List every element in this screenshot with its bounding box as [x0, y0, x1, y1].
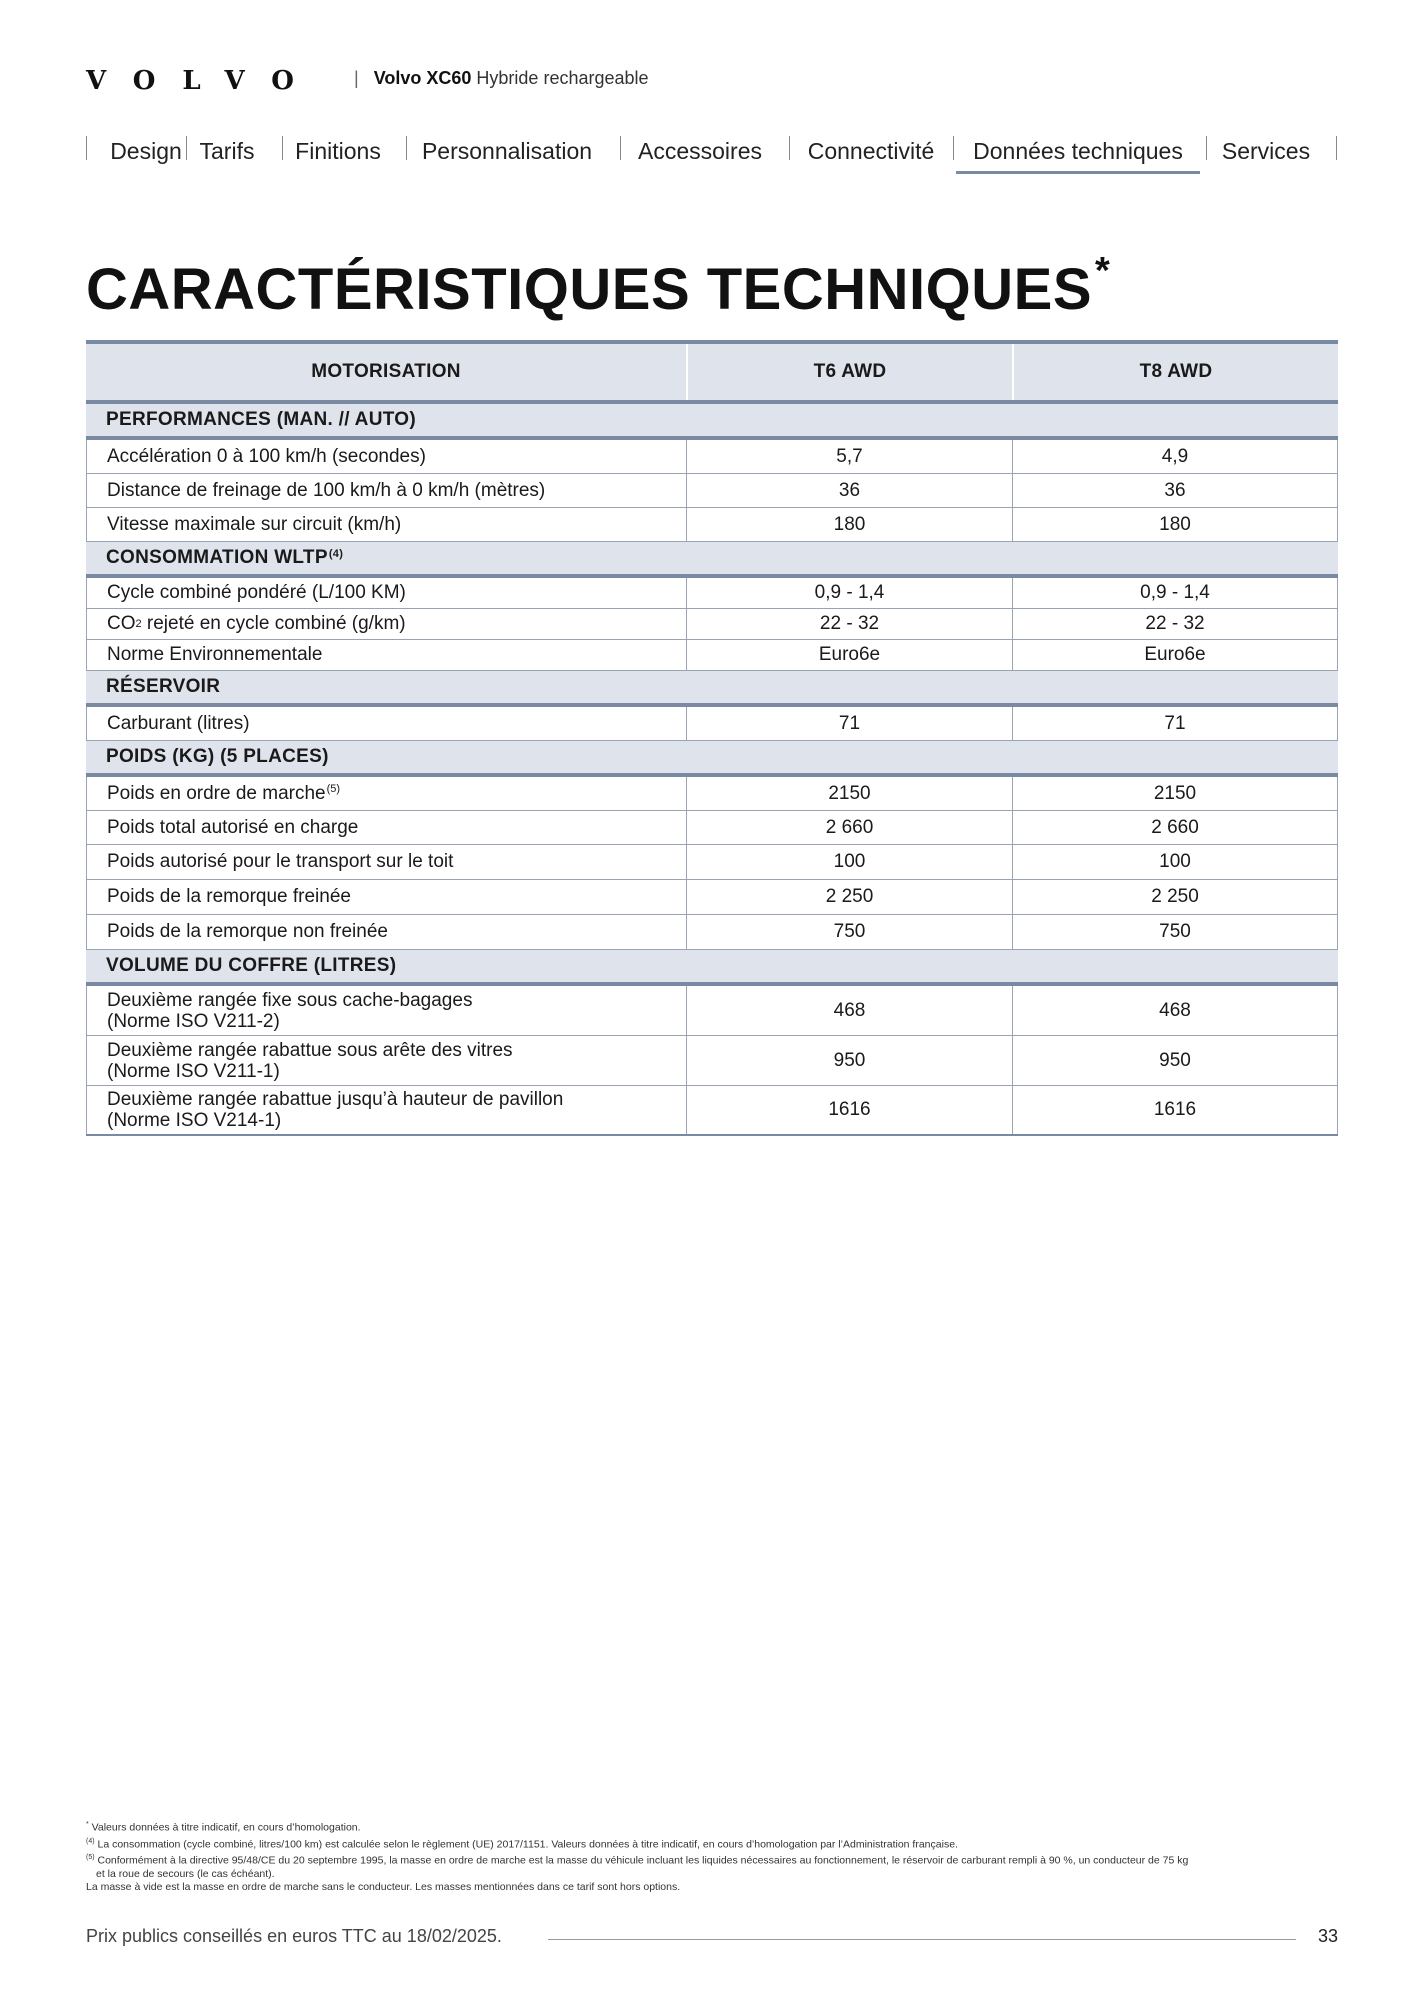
t8-value: 2 660 — [1012, 811, 1338, 844]
nav-item-tarifs[interactable]: Tarifs — [199, 138, 255, 164]
t6-value: 750 — [686, 915, 1012, 949]
table-row — [86, 1086, 1338, 1136]
row-label-norm: (Norme ISO V211-1) — [107, 1060, 280, 1082]
table-row — [86, 609, 1338, 640]
t8-value: 4,9 — [1012, 440, 1338, 473]
footnote-mass: La masse à vide est la masse en ordre de marche sans le conducteur. Les masses mentionnées dans ce tarif sont hors options. — [86, 1880, 681, 1893]
t8-value: 0,9 - 1,4 — [1012, 578, 1338, 608]
row-label: Poids de la remorque freinée — [86, 880, 686, 914]
specs-table — [86, 340, 1338, 1136]
nav-item-design[interactable]: Design — [110, 138, 182, 164]
t6-value: 2150 — [686, 777, 1012, 810]
table-row — [86, 640, 1338, 671]
document-header — [354, 68, 649, 89]
row-label-norm: (Norme ISO V214-1) — [107, 1110, 282, 1131]
table-row — [86, 707, 1338, 741]
section-header-reservoir — [86, 671, 1338, 707]
t6-value: 2 250 — [686, 880, 1012, 914]
model-name: Volvo XC60 — [373, 68, 472, 88]
footnote-5-text: Conformément à la directive 95/48/CE du 20 septembre 1995, la masse en ordre de marche est la masse du véhicule incluant les liquides nécessaires au fonctionnement, le réservoir de carburant rempli à 90 %, un conducteur de 75 kg — [97, 1854, 1189, 1867]
nav-item-accessoires[interactable]: Accessoires — [638, 138, 762, 164]
t6-value: 1616 — [686, 1086, 1012, 1134]
volvo-logo: VOLVO — [86, 66, 321, 96]
model-variant: Hybride rechargeable — [476, 68, 649, 88]
t8-value: 950 — [1012, 1036, 1338, 1085]
row-label: Distance de freinage de 100 km/h à 0 km/h (mètres) — [86, 474, 686, 507]
t6-value: 100 — [686, 845, 1012, 879]
t8-value: 468 — [1012, 986, 1338, 1035]
footnote-5 — [86, 1851, 1338, 1868]
section-title-wrap — [86, 542, 1338, 574]
t8-value: 750 — [1012, 915, 1338, 949]
footnote-4-mark: (4) — [86, 1837, 95, 1845]
table-row — [86, 811, 1338, 845]
page-footer — [86, 1926, 1338, 1950]
section-header-coffre — [86, 950, 1338, 986]
t6-value: 36 — [686, 474, 1012, 507]
t8-value: 22 - 32 — [1012, 609, 1338, 639]
row-label — [86, 609, 686, 639]
column-header-t6: T6 AWD — [686, 344, 1012, 400]
t6-value: Euro6e — [686, 640, 1012, 670]
table-row — [86, 508, 1338, 542]
t6-value: 0,9 - 1,4 — [686, 578, 1012, 608]
page-title-text: CARACTÉRISTIQUES TECHNIQUES — [86, 257, 1093, 322]
header-separator: | — [354, 68, 359, 88]
row-label: Poids de la remorque non freinée — [86, 915, 686, 949]
column-header-t8: T8 AWD — [1012, 344, 1338, 400]
t8-value: 180 — [1012, 508, 1338, 541]
nav-divider — [953, 136, 954, 160]
nav-item-donnees-techniques[interactable]: Données techniques — [956, 134, 1200, 174]
section-title: VOLUME DU COFFRE (LITRES) — [106, 955, 397, 976]
footer-rule — [548, 1939, 1296, 1940]
row-label: Deuxième rangée rabattue jusqu’à hauteur de pavillon — [107, 1089, 564, 1110]
footnotes — [86, 1818, 1338, 1894]
section-title: RÉSERVOIR — [106, 676, 221, 697]
t6-value: 5,7 — [686, 440, 1012, 473]
t8-value: 2 250 — [1012, 880, 1338, 914]
footnote-5-mark: (5) — [86, 1854, 95, 1861]
title-footnote-mark: * — [1095, 250, 1111, 292]
table-row — [86, 777, 1338, 811]
row-label: Accélération 0 à 100 km/h (secondes) — [86, 440, 686, 473]
t6-value: 2 660 — [686, 811, 1012, 844]
nav-item-connectivite[interactable]: Connectivité — [807, 138, 935, 164]
footnote-star-text: Valeurs données à titre indicatif, en cours d’homologation. — [91, 1821, 361, 1834]
table-row — [86, 440, 1338, 474]
nav-item-services[interactable]: Services — [1221, 138, 1311, 164]
row-label: Poids total autorisé en charge — [86, 811, 686, 844]
row-label-wrap — [86, 777, 686, 810]
row-label: Carburant (litres) — [86, 707, 686, 740]
footnote-ref: (5) — [326, 783, 341, 795]
row-label-wrap — [86, 986, 686, 1035]
row-label: Poids en ordre de marche — [107, 782, 326, 804]
section-title: CONSOMMATION WLTP — [106, 547, 328, 568]
t8-value: 100 — [1012, 845, 1338, 879]
footer-text: Prix publics conseillés en euros TTC au 18/02/2025. — [86, 1926, 502, 1946]
row-label-wrap — [86, 1086, 686, 1134]
footnote-4-text: La consommation (cycle combiné, litres/100 km) est calculée selon le règlement (UE) 2017/1151. Valeurs données à titre indicatif, en cours d’homologation par l’Administration française. — [97, 1838, 958, 1850]
t8-value: 1616 — [1012, 1086, 1338, 1134]
footnote-4 — [86, 1835, 1338, 1852]
page-title — [86, 250, 1111, 323]
co2-label-pre: CO — [107, 613, 136, 634]
table-row — [86, 915, 1338, 950]
t6-value: 950 — [686, 1036, 1012, 1085]
row-label-wrap — [86, 1036, 686, 1085]
table-row — [86, 986, 1338, 1036]
co2-subscript: 2 — [135, 618, 142, 630]
nav-item-personnalisation[interactable]: Personnalisation — [421, 138, 593, 164]
row-label: Deuxième rangée rabattue sous arête des vitres — [107, 1039, 513, 1061]
nav-divider — [1336, 136, 1337, 160]
section-nav — [86, 134, 1338, 174]
nav-divider — [86, 136, 87, 160]
t6-value: 468 — [686, 986, 1012, 1035]
table-row — [86, 880, 1338, 915]
footnote-ref: (4) — [328, 548, 344, 560]
section-header-performances — [86, 404, 1338, 440]
row-label-norm: (Norme ISO V211-2) — [107, 1010, 280, 1032]
t8-value: Euro6e — [1012, 640, 1338, 670]
t6-value: 180 — [686, 508, 1012, 541]
column-header-motorisation: MOTORISATION — [311, 361, 461, 382]
row-label: Poids autorisé pour le transport sur le toit — [86, 845, 686, 879]
t8-value: 2150 — [1012, 777, 1338, 810]
row-label: Norme Environnementale — [86, 640, 686, 670]
row-label: Cycle combiné pondéré (L/100 KM) — [86, 578, 686, 608]
table-row — [86, 578, 1338, 609]
t6-value: 71 — [686, 707, 1012, 740]
nav-item-finitions[interactable]: Finitions — [295, 138, 381, 164]
table-row — [86, 1036, 1338, 1086]
footnote-star-mark: * — [86, 1821, 89, 1828]
table-row — [86, 474, 1338, 508]
t6-value: 22 - 32 — [686, 609, 1012, 639]
section-header-consommation — [86, 542, 1338, 578]
section-header-poids — [86, 741, 1338, 777]
table-row — [86, 845, 1338, 880]
table-header-row — [86, 340, 1338, 404]
section-title: PERFORMANCES (MAN. // AUTO) — [106, 409, 416, 430]
co2-label-post: rejeté en cycle combiné (g/km) — [141, 613, 406, 634]
t8-value: 71 — [1012, 707, 1338, 740]
footnote-5-cont: et la roue de secours (le cas échéant). — [96, 1867, 275, 1880]
section-title: POIDS (KG) (5 PLACES) — [106, 746, 329, 767]
page-number: 33 — [1317, 1926, 1338, 1946]
row-label: Deuxième rangée fixe sous cache-bagages — [107, 989, 473, 1011]
footnote-star — [86, 1818, 1338, 1835]
t8-value: 36 — [1012, 474, 1338, 507]
row-label: Vitesse maximale sur circuit (km/h) — [86, 508, 686, 541]
